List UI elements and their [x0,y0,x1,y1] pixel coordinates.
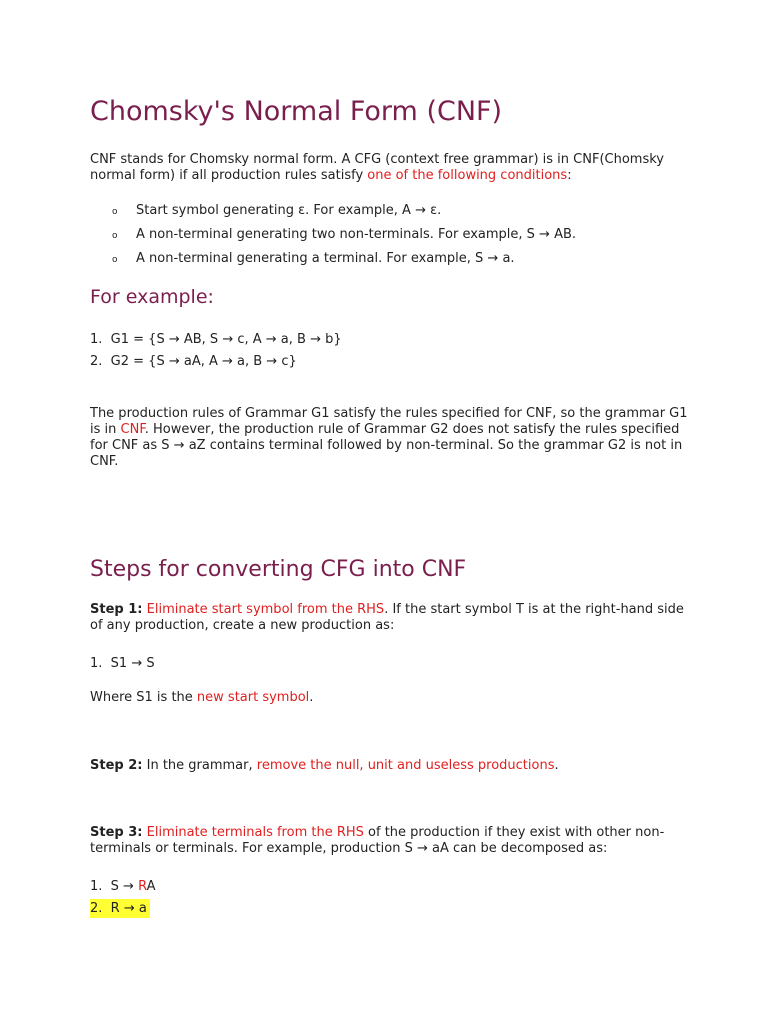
condition-item-1: Start symbol generating ε. For example, A → ε. [136,203,442,218]
step-3-highlight: Eliminate terminals from the RHS [146,825,364,840]
explain-line-4: CNF. [90,454,119,469]
step-3-paragraph [90,825,690,857]
step-1-paragraph [90,602,690,634]
bullet-marker: o [112,255,118,265]
step-3-line-2: terminals or terminals. For example, production S → aA can be decomposed as: [90,841,608,856]
explain-line-3: for CNF as S → aZ contains terminal followed by non-terminal. So the grammar G2 is not in [90,438,683,453]
explain-cnf-highlight: CNF [120,422,145,437]
explain-line-2-pre: is in [90,422,121,437]
intro-line-2-pre: normal form) if all production rules satisfy [90,168,368,183]
step-3-item-1: 1. S → RA [90,879,156,894]
step-2-highlight: remove the null, unit and useless productions [256,758,555,773]
example-item-2: 2. G2 = {S → aA, A → a, B → c} [90,354,297,369]
intro-line-1: CNF stands for Chomsky normal form. A CFG (context free grammar) is in CNF(Chomsky [90,152,664,167]
bullet-marker: o [112,231,118,241]
step-1-item: 1. S1 → S [90,656,155,671]
step-2-paragraph: Step 2: In the grammar, remove the null, unit and useless productions. [90,758,559,773]
example-heading: For example: [90,286,214,308]
condition-item-3: A non-terminal generating a terminal. For example, S → a. [136,251,515,266]
step-1-label: Step 1: [90,602,143,617]
step-3-label: Step 3: [90,825,143,840]
step-3-item-2-highlighted: 2. R → a [90,899,150,918]
page-title: Chomsky's Normal Form (CNF) [90,96,503,127]
intro-line-2-post: : [567,168,572,183]
intro-highlight-text: one of the following conditions [367,168,568,183]
step-2-label: Step 2: [90,758,143,773]
example-item-1: 1. G1 = {S → AB, S → c, A → a, B → b} [90,332,342,347]
bullet-marker: o [112,207,118,217]
condition-item-2: A non-terminal generating two non-terminals. For example, S → AB. [136,227,577,242]
step-3-text: of the production if they exist with other non- [363,825,665,840]
step-1-where: Where S1 is the new start symbol. [90,690,314,705]
new-start-symbol-highlight: new start symbol [196,690,310,705]
explanation-paragraph [90,406,690,470]
step-1-line-2: of any production, create a new production as: [90,618,395,633]
intro-paragraph [90,152,690,184]
steps-heading: Steps for converting CFG into CNF [90,557,467,582]
step-1-text: . If the start symbol T is at the right-hand side [384,602,684,617]
explain-line-2-post: . However, the production rule of Grammar G2 does not satisfy the rules specified [144,422,680,437]
explain-line-1: The production rules of Grammar G1 satisfy the rules specified for CNF, so the grammar G1 [90,406,688,421]
step-1-highlight: Eliminate start symbol from the RHS [146,602,385,617]
